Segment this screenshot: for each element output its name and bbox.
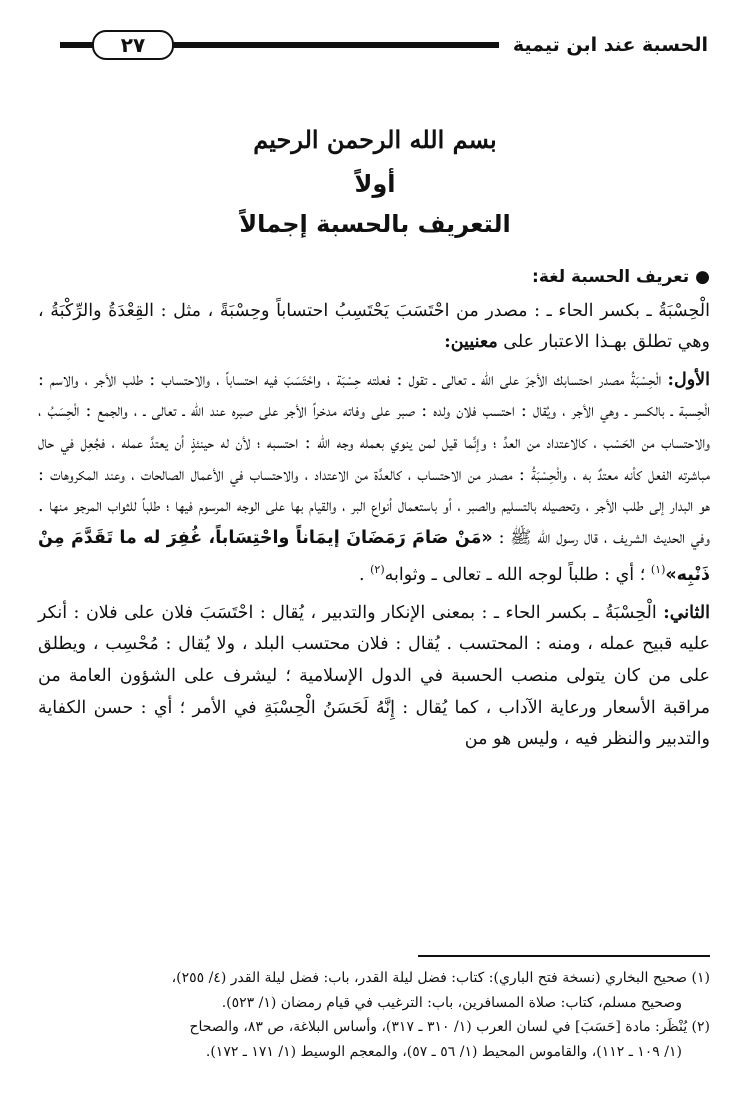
running-header	[60, 30, 712, 62]
section-subheading-label: تعريف الحسبة لغة:	[532, 267, 690, 287]
first-meaning-end: .	[358, 565, 365, 586]
basmala: بسم الله الرحمن الرحيم	[253, 125, 497, 154]
footnote-1-line-2: وصحيح مسلم، كتاب: صلاة المسافرين، باب: الترغيب في قيام رمضان (١/ ٥٢٣).	[221, 994, 682, 1011]
chapter-heading: التعريف بالحسبة إجمالاً	[239, 210, 511, 238]
intro-text: الْحِسْبَةُ ـ بكسر الحاء ـ : مصدر من احْتَسَبَ يَحْتَسِبُ احتساباً وحِسْبَةً ، مثل : القِعْدَةُ والرِّكْبَةُ ، وهي تطلق بهـذا الاعتبار على	[38, 300, 710, 353]
first-meaning-text: الْحِسْبَةُ مصدر احتسابك الأجرَ على الله ـ تعالى ـ تقول : فعلته حِسْبَة ، واحْتَسَبَ فيه احتساباً ، والاحتساب : طلب الأجر ، والاسم : الْحِسبة ـ بالكسر ـ وهي الأجر ، ويُقال : احتسب فلان ولده : صبر على وفاته مدخراً الأجر على صبره عند الله ـ تعالى ـ ، والجمع : الْحِسَبُ ، والاحتساب من الحَسْب ، كالاعتداد من العدِّ ؛ وإنَّما قيل لمن ينوي بعمله وجه الله : احتسبه ؛ لأن له حينئذٍ أن يعتدَّ عمله ، فجُعِل في حال مباشرته الفعل كأنه معتدٌ به ، والْحِسْبَةُ : مصدر من الاحتساب ، كالعدَّة من الاعتداد ، والاحتساب في الأعمال الصالحات ، وعند المكروهات : هو البدار إلى طلب الأجر ، وتحصيله بالتسليم والصبر ، أو باستعمال أنواع البر ، والقيام بها على الوجه المرسوم فيها ؛ طلباً للثواب المرجو منها . وفي الحديث الشريف ، قال رسول الله ﷺ :	[38, 369, 710, 548]
header-title: الحسبة عند ابن تيمية	[499, 30, 712, 60]
body-text	[38, 262, 710, 756]
intro-paragraph	[38, 296, 710, 359]
intro-bold: معنيين:	[444, 332, 498, 353]
footnote-separator	[418, 955, 710, 957]
second-meaning-text: الْحِسْبَةُ ـ بكسر الحاء ـ : بمعنى الإنكار والتدبير ، يُقال : احْتَسَبَ فلان على فلان : أنكر عليه قبيح عمله ، ومنه : المحتسب . يُقال : فلان محتسب البلد ، ولا يُقال : مُحْسِب ، ويطلق على من كان يتولى منصب الحسبة في الدول الإسلامية ؛ ليشرف على الشؤون العامة من مراقبة الأسعار ورعاية الآداب ، كما يُقال : إِنَّهُ لَحَسَنُ الْحِسْبَةِ في الأمر ؛ أي : حسن الكفاية والتدبير والنظر فيه ، وليس هو من	[38, 602, 710, 750]
first-meaning-paragraph	[38, 365, 710, 592]
second-meaning-paragraph	[38, 598, 710, 756]
footnote-2-line-1: (٢) يُنْظَر: مادة [حَسَبَ] في لسان العرب (١/ ٣١٠ ـ ٣١٧)، وأساس البلاغة، ص ٨٣، والصحاح	[189, 1019, 710, 1035]
footnote-ref-2[interactable]: (٢)	[370, 563, 385, 577]
second-meaning-label: الثاني:	[663, 602, 710, 623]
footnotes	[38, 966, 710, 1064]
bullet-icon: ●	[695, 267, 710, 287]
footnote-1-line-1: (١) صحيح البخاري (نسخة فتح الباري): كتاب: فضل ليلة القدر، باب: فضل ليلة القدر (٤/ ٢٥٥)،	[171, 970, 710, 986]
footnote-ref-1[interactable]: (١)	[650, 563, 666, 577]
hadith-quote: «مَنْ صَامَ رَمَضَانَ إيمَاناً واحْتِسَاباً، غُفِرَ له ما تَقَدَّمَ مِنْ ذَنْبِه»	[38, 527, 710, 586]
first-meaning-label: الأول:	[667, 369, 710, 390]
section-subheading	[38, 262, 710, 294]
footnote-2-line-2: (١/ ١٠٩ ـ ١١٢)، والقاموس المحيط (١/ ٥٦ ـ ٥٧)، والمعجم الوسيط (١/ ١٧١ ـ ١٧٢).	[205, 1043, 682, 1060]
page-number: ٢٧	[92, 30, 174, 60]
after-hadith-text: ؛ أي : طلباً لوجه الله ـ تعالى ـ وثوابه	[384, 565, 646, 586]
section-number: أولاً	[354, 170, 396, 198]
